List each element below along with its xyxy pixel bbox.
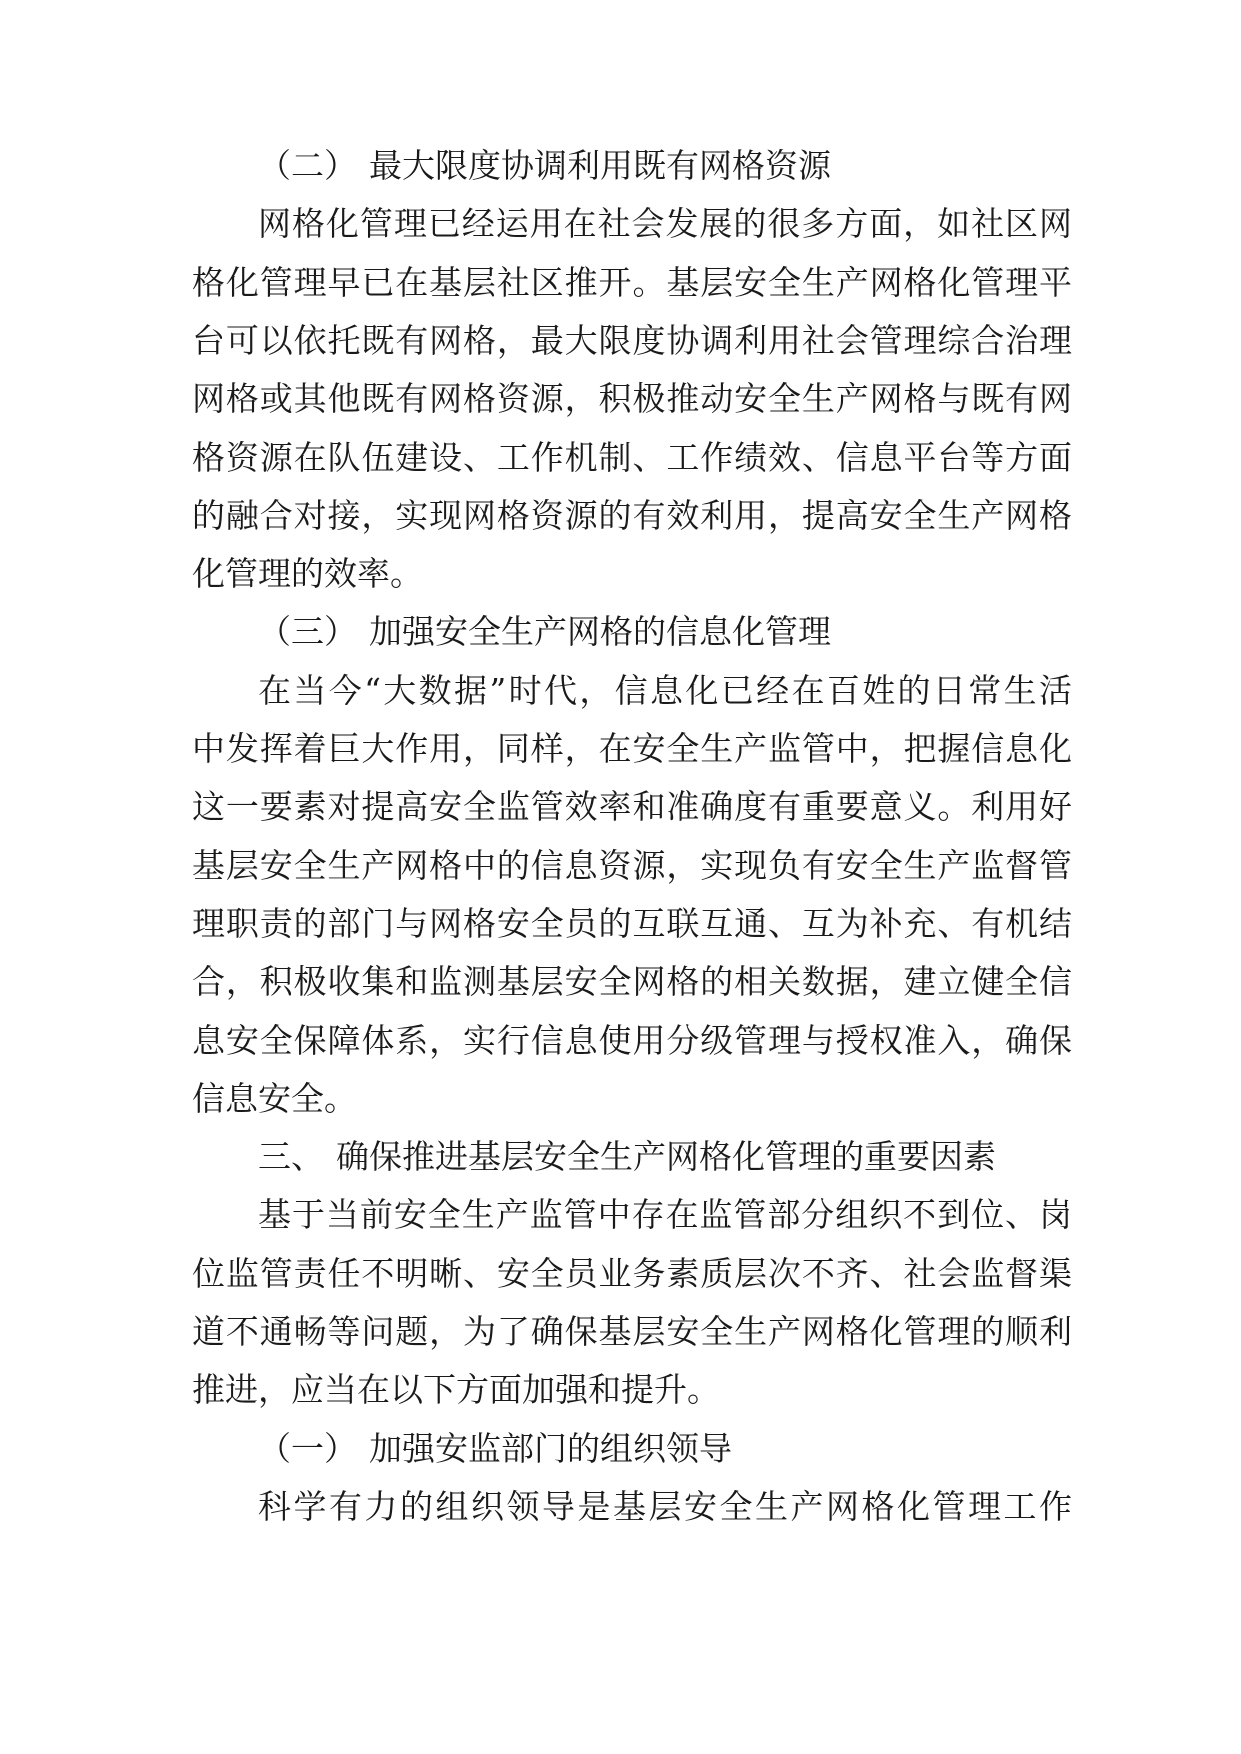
section-heading <box>258 1419 1072 1479</box>
section-title: 加强安监部门的组织领导 <box>369 1428 732 1468</box>
paragraph-line: 信息安全。 <box>192 1078 357 1118</box>
section-heading <box>258 1127 1072 1187</box>
paragraph-line: 息安全保障体系，实行信息使用分级管理与授权准入，确保 <box>192 1020 1072 1060</box>
section-number: 三、 <box>258 1137 324 1177</box>
section-heading <box>258 602 1072 662</box>
paragraph-line: 化管理的效率。 <box>192 554 423 594</box>
paragraph-line: 道不通畅等问题，为了确保基层安全生产网格化管理的顺利 <box>192 1312 1072 1351</box>
paragraph-line: 基于当前安全生产监管中存在监管部分组织不到位、岗 <box>258 1195 1072 1235</box>
paragraph-line: 格化管理早已在基层社区推开。基层安全生产网格化管理平 <box>192 262 1072 302</box>
paragraph-line: 网格化管理已经运用在社会发展的很多方面，如社区网 <box>258 204 1072 244</box>
paragraph-line: 网格或其他既有网格资源，积极推动安全生产网格与既有网 <box>192 379 1072 419</box>
paragraph-line: 这一要素对提高安全监管效率和准确度有重要意义。利用好 <box>192 787 1072 827</box>
paragraph-line: 的融合对接，实现网格资源的有效利用，提高安全生产网格 <box>192 495 1072 535</box>
paragraph-line: 基层安全生产网格中的信息资源，实现负有安全生产监督管 <box>192 845 1072 885</box>
paragraph-line: 合，积极收集和监测基层安全网格的相关数据，建立健全信 <box>192 962 1072 1002</box>
section-number: （一） <box>258 1428 357 1468</box>
section-title: 加强安全生产网格的信息化管理 <box>369 612 831 652</box>
paragraph-line: 推进，应当在以下方面加强和提升。 <box>192 1370 720 1410</box>
paragraph-line: 格资源在队伍建设、工作机制、工作绩效、信息平台等方面 <box>192 437 1072 477</box>
paragraph-line: 位监管责任不明晰、安全员业务素质层次不齐、社会监督渠 <box>192 1253 1072 1293</box>
paragraph-line: 台可以依托既有网格，最大限度协调利用社会管理综合治理 <box>192 320 1072 360</box>
section-title: 确保推进基层安全生产网格化管理的重要因素 <box>336 1137 996 1177</box>
section-number: （三） <box>258 612 357 652</box>
section-heading <box>258 136 1072 196</box>
paragraph-line: 中发挥着巨大作用，同样，在安全生产监管中，把握信息化 <box>192 729 1072 768</box>
section-title: 最大限度协调利用既有网格资源 <box>369 146 831 185</box>
paragraph-line: 在当今“大数据”时代，信息化已经在百姓的日常生活 <box>258 670 1072 710</box>
paragraph-line: 理职责的部门与网格安全员的互联互通、互为补充、有机结 <box>192 903 1072 943</box>
section-number: （二） <box>258 146 357 185</box>
paragraph-line: 科学有力的组织领导是基层安全生产网格化管理工作 <box>258 1486 1072 1526</box>
